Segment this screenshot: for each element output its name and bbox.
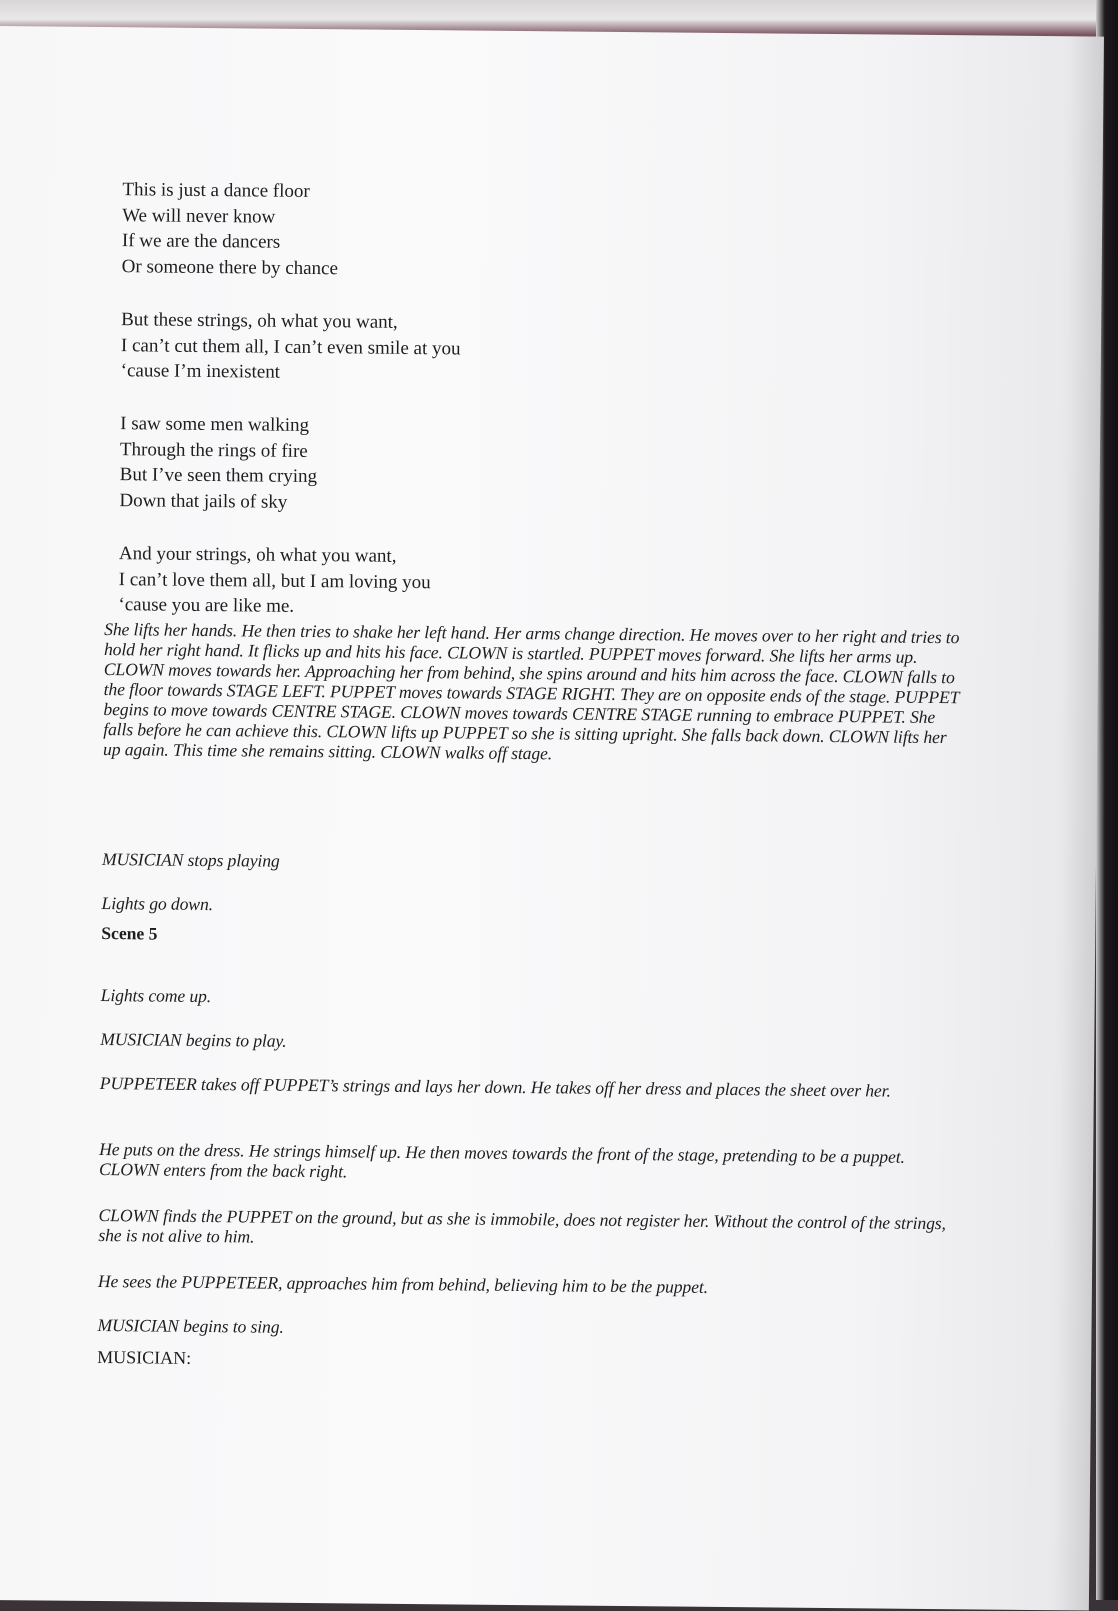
script-page [0,26,1104,1611]
verse-line: ‘cause I’m inexistent [120,360,281,383]
song-stanza-4 [118,541,719,623]
stage-direction-lights-down: Lights go down. [101,893,214,915]
verse-line: ‘cause you are like me. [118,594,295,617]
verse-line: I saw some men walking [120,413,310,436]
verse-line: I can’t cut them all, I can’t even smile at you [120,334,461,359]
stage-direction-musician-plays: MUSICIAN begins to play. [100,1029,287,1051]
verse-line: We will never know [122,204,276,228]
verse-line: But these strings, oh what you want, [121,309,398,333]
verse-line: I can’t love them all, but I am loving you [118,568,431,593]
stage-direction-clown-sees: He sees the PUPPETEER, approaches him from behind, believing him to be the puppet. [97,1270,709,1297]
verse-line: Or someone there by chance [121,255,339,279]
stage-direction-scene4-action: She lifts her hands. He then tries to shake her left hand. Her arms change direction. He moves over to her right and tries to hold her right hand. It flicks up and hits his face. CLOWN is startled. PUPPET moves forward. She lifts her arms up. CLOWN moves towards her. Approaching her from behind, she spins around and hits him across the face. CLOWN falls to the floor towards STAGE LEFT. PUPPET moves towards STAGE RIGHT. They are on opposite ends of the stage. PUPPET begins to move towards CENTRE STAGE. CLOWN moves towards CENTRE STAGE running to embrace PUPPET. She falls before he can achieve this. CLOWN lifts up PUPPET so she is sitting upright. She falls back down. CLOWN lifts her up again. This time she remains sitting. CLOWN walks off stage. [102,619,960,764]
stage-direction-musician-sings: MUSICIAN begins to sing. [97,1314,284,1337]
song-stanza-2 [121,307,722,389]
verse-line: And your strings, oh what you want, [118,543,397,567]
scene-heading: Scene 5 [101,923,158,944]
stage-direction-puppeteer-strings: PUPPETEER takes off PUPPET’s strings and lays her down. He takes off her dress and places the sheet over her. [99,1073,891,1101]
verse-line: This is just a dance floor [122,179,310,202]
verse-line: Through the rings of fire [119,438,308,462]
verse-line: If we are the dancers [121,230,281,253]
song-stanza-1 [122,177,723,285]
stage-direction-clown-finds: CLOWN finds the PUPPET on the ground, but as she is immobile, does not register her. Without the control of the strings, she is not alive to him. [98,1205,946,1247]
stage-direction-puppeteer-dress: He puts on the dress. He strings himself up. He then moves towards the front of the stage, pretending to be a puppet. CLOWN enters from the back right. [98,1139,905,1182]
song-stanza-3 [119,411,720,519]
verse-line: But I’ve seen them crying [119,464,318,488]
stage-direction-musician-stops: MUSICIAN stops playing [101,849,280,871]
verse-line: Down that jails of sky [119,489,288,513]
speaker-name: MUSICIAN: [97,1346,192,1368]
stage-direction-lights-up: Lights come up. [100,985,212,1007]
